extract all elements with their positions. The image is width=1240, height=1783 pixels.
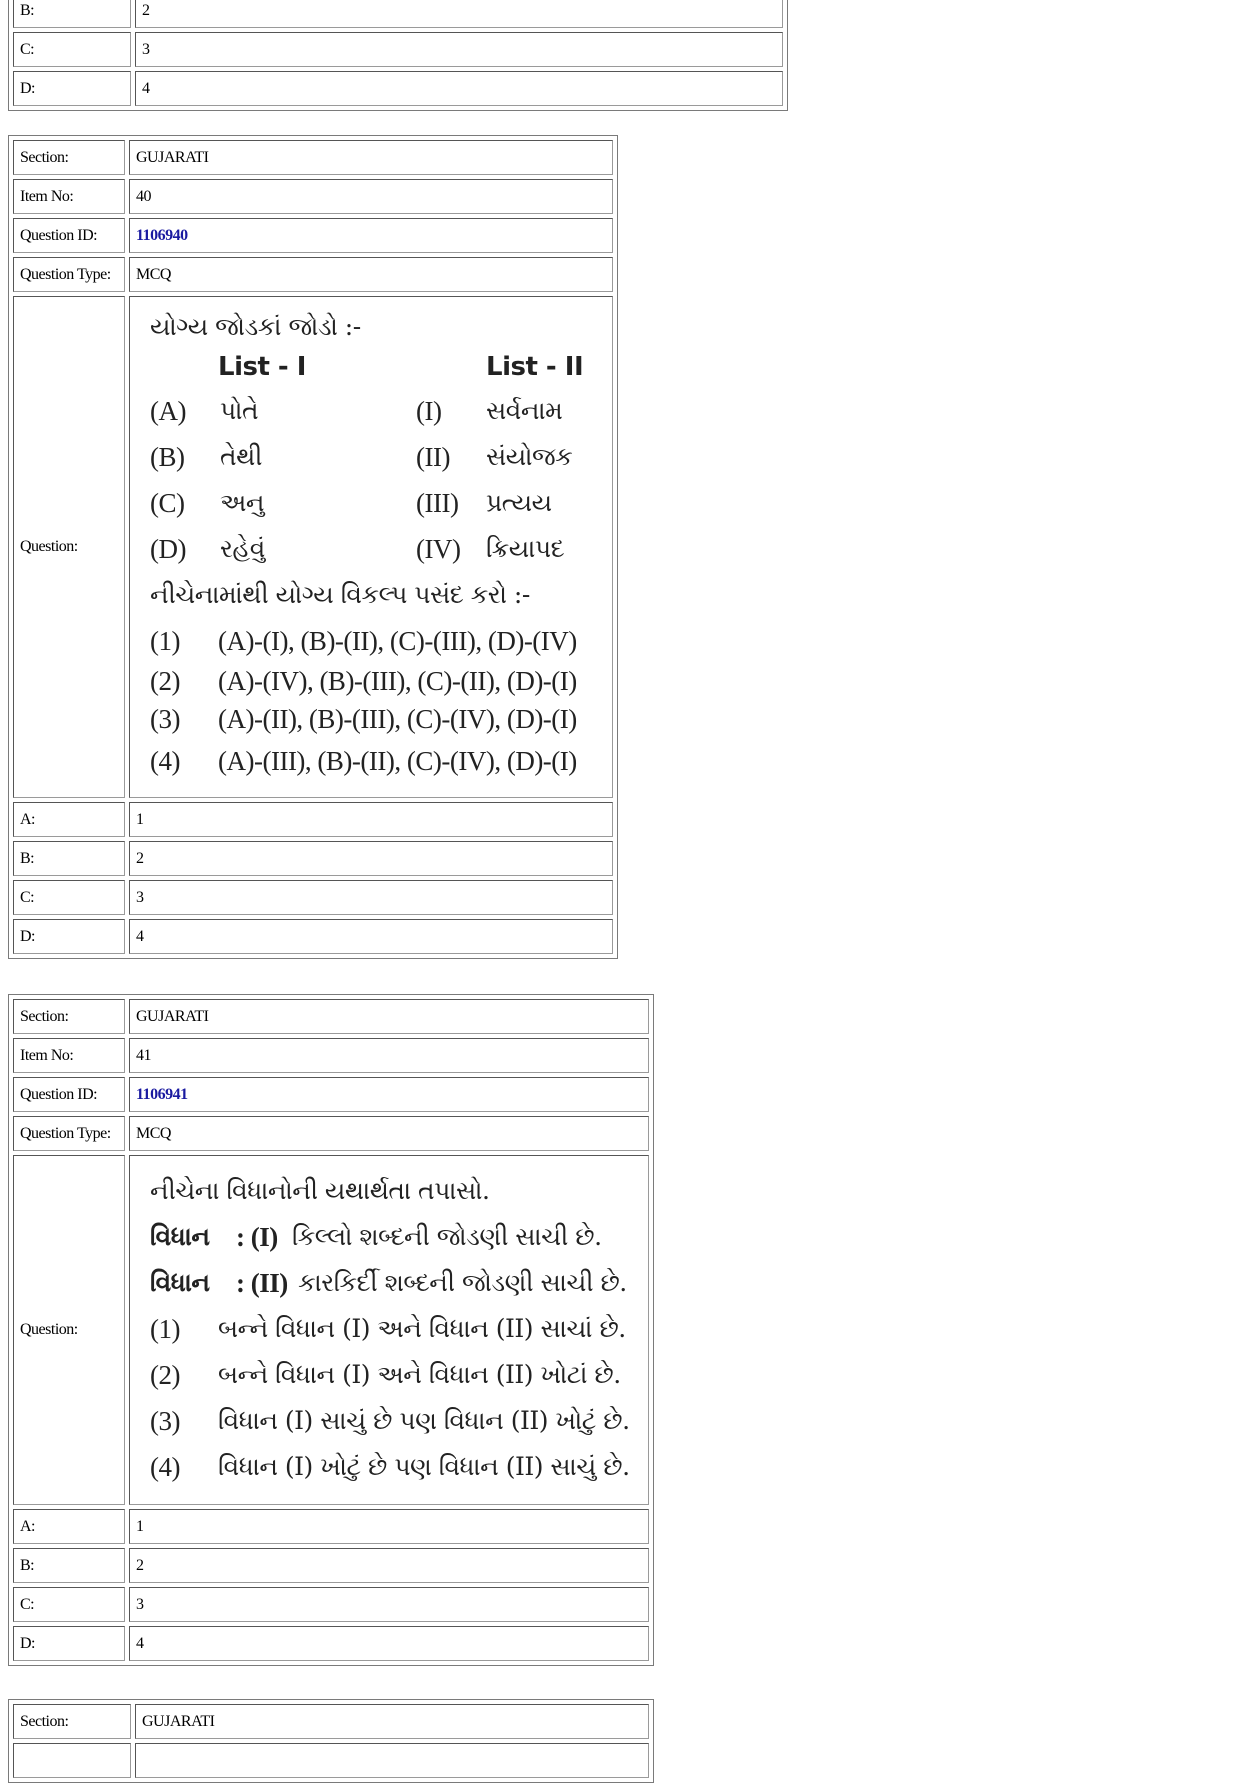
table-row — [13, 218, 613, 253]
row-b-value: તેથી — [220, 442, 262, 471]
option-4-num: (4) — [150, 1452, 180, 1482]
table-row — [13, 140, 613, 175]
item-no-label — [13, 1743, 131, 1778]
row-iii-key: (III) — [416, 488, 459, 518]
c-label: C: — [13, 1587, 125, 1622]
row-iii-value: પ્રત્યય — [486, 488, 552, 517]
option-1-text: (A)-(I), (B)-(II), (C)-(III), (D)-(IV) — [218, 626, 577, 656]
c-value: 3 — [135, 32, 783, 67]
option-3-num: (3) — [150, 1406, 180, 1436]
statement-1-label: વિધાન — [150, 1222, 210, 1251]
list1-heading: List - I — [218, 352, 306, 382]
table-row — [13, 32, 783, 67]
question-type-value: MCQ — [129, 257, 613, 292]
question-type-value: MCQ — [129, 1116, 649, 1151]
d-label: D: — [13, 919, 125, 954]
item-no-label: Item No: — [13, 179, 125, 214]
table-row — [13, 1626, 649, 1661]
row-i-key: (I) — [416, 396, 442, 426]
row-a-key: (A) — [150, 396, 186, 426]
question-id-value: 1106941 — [129, 1077, 649, 1112]
question-table-40 — [8, 135, 618, 959]
question-label: Question: — [13, 1155, 125, 1505]
c-label: C: — [13, 880, 125, 915]
option-3-num: (3) — [150, 704, 180, 734]
row-iv-key: (IV) — [416, 534, 461, 564]
b-label: B: — [13, 1548, 125, 1583]
section-value: GUJARATI — [129, 999, 649, 1034]
question-instruction: નીચેનામાંથી યોગ્ય વિકલ્પ પસંદ કરો :- — [150, 580, 530, 609]
question-type-label: Question Type: — [13, 1116, 125, 1151]
question-type-label: Question Type: — [13, 257, 125, 292]
question-id-label: Question ID: — [13, 218, 125, 253]
table-row — [13, 802, 613, 837]
option-2-num: (2) — [150, 1360, 180, 1390]
row-i-value: સર્વનામ — [486, 396, 563, 425]
question-id-value: 1106940 — [129, 218, 613, 253]
statement-1-text: કિલ્લો શબ્દની જોડણી સાચી છે. — [292, 1222, 602, 1251]
item-no-value: 41 — [129, 1038, 649, 1073]
table-row — [13, 296, 613, 798]
table-row — [13, 1704, 649, 1739]
item-no-label: Item No: — [13, 1038, 125, 1073]
b-value: 2 — [135, 0, 783, 28]
item-no-value — [135, 1743, 649, 1778]
d-label: D: — [13, 71, 131, 106]
question-table-41 — [8, 994, 654, 1666]
row-a-value: પોતે — [220, 396, 259, 425]
option-2-text: (A)-(IV), (B)-(III), (C)-(II), (D)-(I) — [218, 666, 577, 696]
option-2-num: (2) — [150, 666, 180, 696]
question-table-partial-bottom — [8, 1699, 654, 1783]
d-value: 4 — [129, 1626, 649, 1661]
table-row — [13, 1038, 649, 1073]
table-row — [13, 1743, 649, 1778]
option-4-text: (A)-(III), (B)-(II), (C)-(IV), (D)-(I) — [218, 746, 577, 776]
a-label: A: — [13, 1509, 125, 1544]
table-row — [13, 999, 649, 1034]
statement-2-label: વિધાન — [150, 1268, 210, 1297]
option-1-num: (1) — [150, 1314, 180, 1344]
table-row — [13, 1587, 649, 1622]
option-4-num: (4) — [150, 746, 180, 776]
table-row — [13, 919, 613, 954]
table-row — [13, 179, 613, 214]
option-3-text: વિધાન (I) સાચું છે પણ વિધાન (II) ખોટું છે. — [218, 1406, 630, 1435]
table-row — [13, 1509, 649, 1544]
table-row — [13, 841, 613, 876]
row-d-key: (D) — [150, 534, 186, 564]
c-value: 3 — [129, 880, 613, 915]
statement-2-text: કારકિર્દી શબ્દની જોડણી સાચી છે. — [298, 1268, 627, 1297]
b-value: 2 — [129, 1548, 649, 1583]
question-content — [129, 1155, 649, 1505]
c-value: 3 — [129, 1587, 649, 1622]
table-row — [13, 1116, 649, 1151]
question-prompt: યોગ્ય જોડકાં જોડો :- — [150, 312, 361, 341]
section-label: Section: — [13, 140, 125, 175]
section-label: Section: — [13, 1704, 131, 1739]
table-row — [13, 1077, 649, 1112]
option-2-text: બન્ને વિધાન (I) અને વિધાન (II) ખોટાં છે. — [218, 1360, 621, 1389]
question-content — [129, 296, 613, 798]
row-ii-value: સંયોજક — [486, 442, 573, 471]
option-3-text: (A)-(II), (B)-(III), (C)-(IV), (D)-(I) — [218, 704, 577, 734]
section-value: GUJARATI — [135, 1704, 649, 1739]
table-row — [13, 0, 783, 28]
row-ii-key: (II) — [416, 442, 450, 472]
a-value: 1 — [129, 1509, 649, 1544]
option-4-text: વિધાન (I) ખોટું છે પણ વિધાન (II) સાચું છે. — [218, 1452, 630, 1481]
a-label: A: — [13, 802, 125, 837]
c-label: C: — [13, 32, 131, 67]
list2-heading: List - II — [486, 352, 584, 382]
question-label: Question: — [13, 296, 125, 798]
row-iv-value: ક્રિયાપદ — [486, 534, 565, 563]
d-value: 4 — [129, 919, 613, 954]
statement-2-num: : (II) — [236, 1268, 288, 1298]
row-c-key: (C) — [150, 488, 185, 518]
option-1-num: (1) — [150, 626, 180, 656]
section-value: GUJARATI — [129, 140, 613, 175]
item-no-value: 40 — [129, 179, 613, 214]
table-row — [13, 1155, 649, 1505]
table-row — [13, 880, 613, 915]
d-label: D: — [13, 1626, 125, 1661]
b-label: B: — [13, 0, 131, 28]
b-label: B: — [13, 841, 125, 876]
statement-1-num: : (I) — [236, 1222, 278, 1252]
table-row — [13, 71, 783, 106]
b-value: 2 — [129, 841, 613, 876]
question-id-label: Question ID: — [13, 1077, 125, 1112]
d-value: 4 — [135, 71, 783, 106]
row-b-key: (B) — [150, 442, 185, 472]
row-d-value: રહેવું — [220, 534, 265, 563]
question-prompt: નીચેના વિધાનોની યથાર્થતા તપાસો. — [150, 1176, 490, 1205]
table-row — [13, 1548, 649, 1583]
a-value: 1 — [129, 802, 613, 837]
section-label: Section: — [13, 999, 125, 1034]
question-table-partial-top — [8, 0, 788, 111]
row-c-value: અનુ — [220, 488, 265, 517]
option-1-text: બન્ને વિધાન (I) અને વિધાન (II) સાચાં છે. — [218, 1314, 626, 1343]
table-row — [13, 257, 613, 292]
